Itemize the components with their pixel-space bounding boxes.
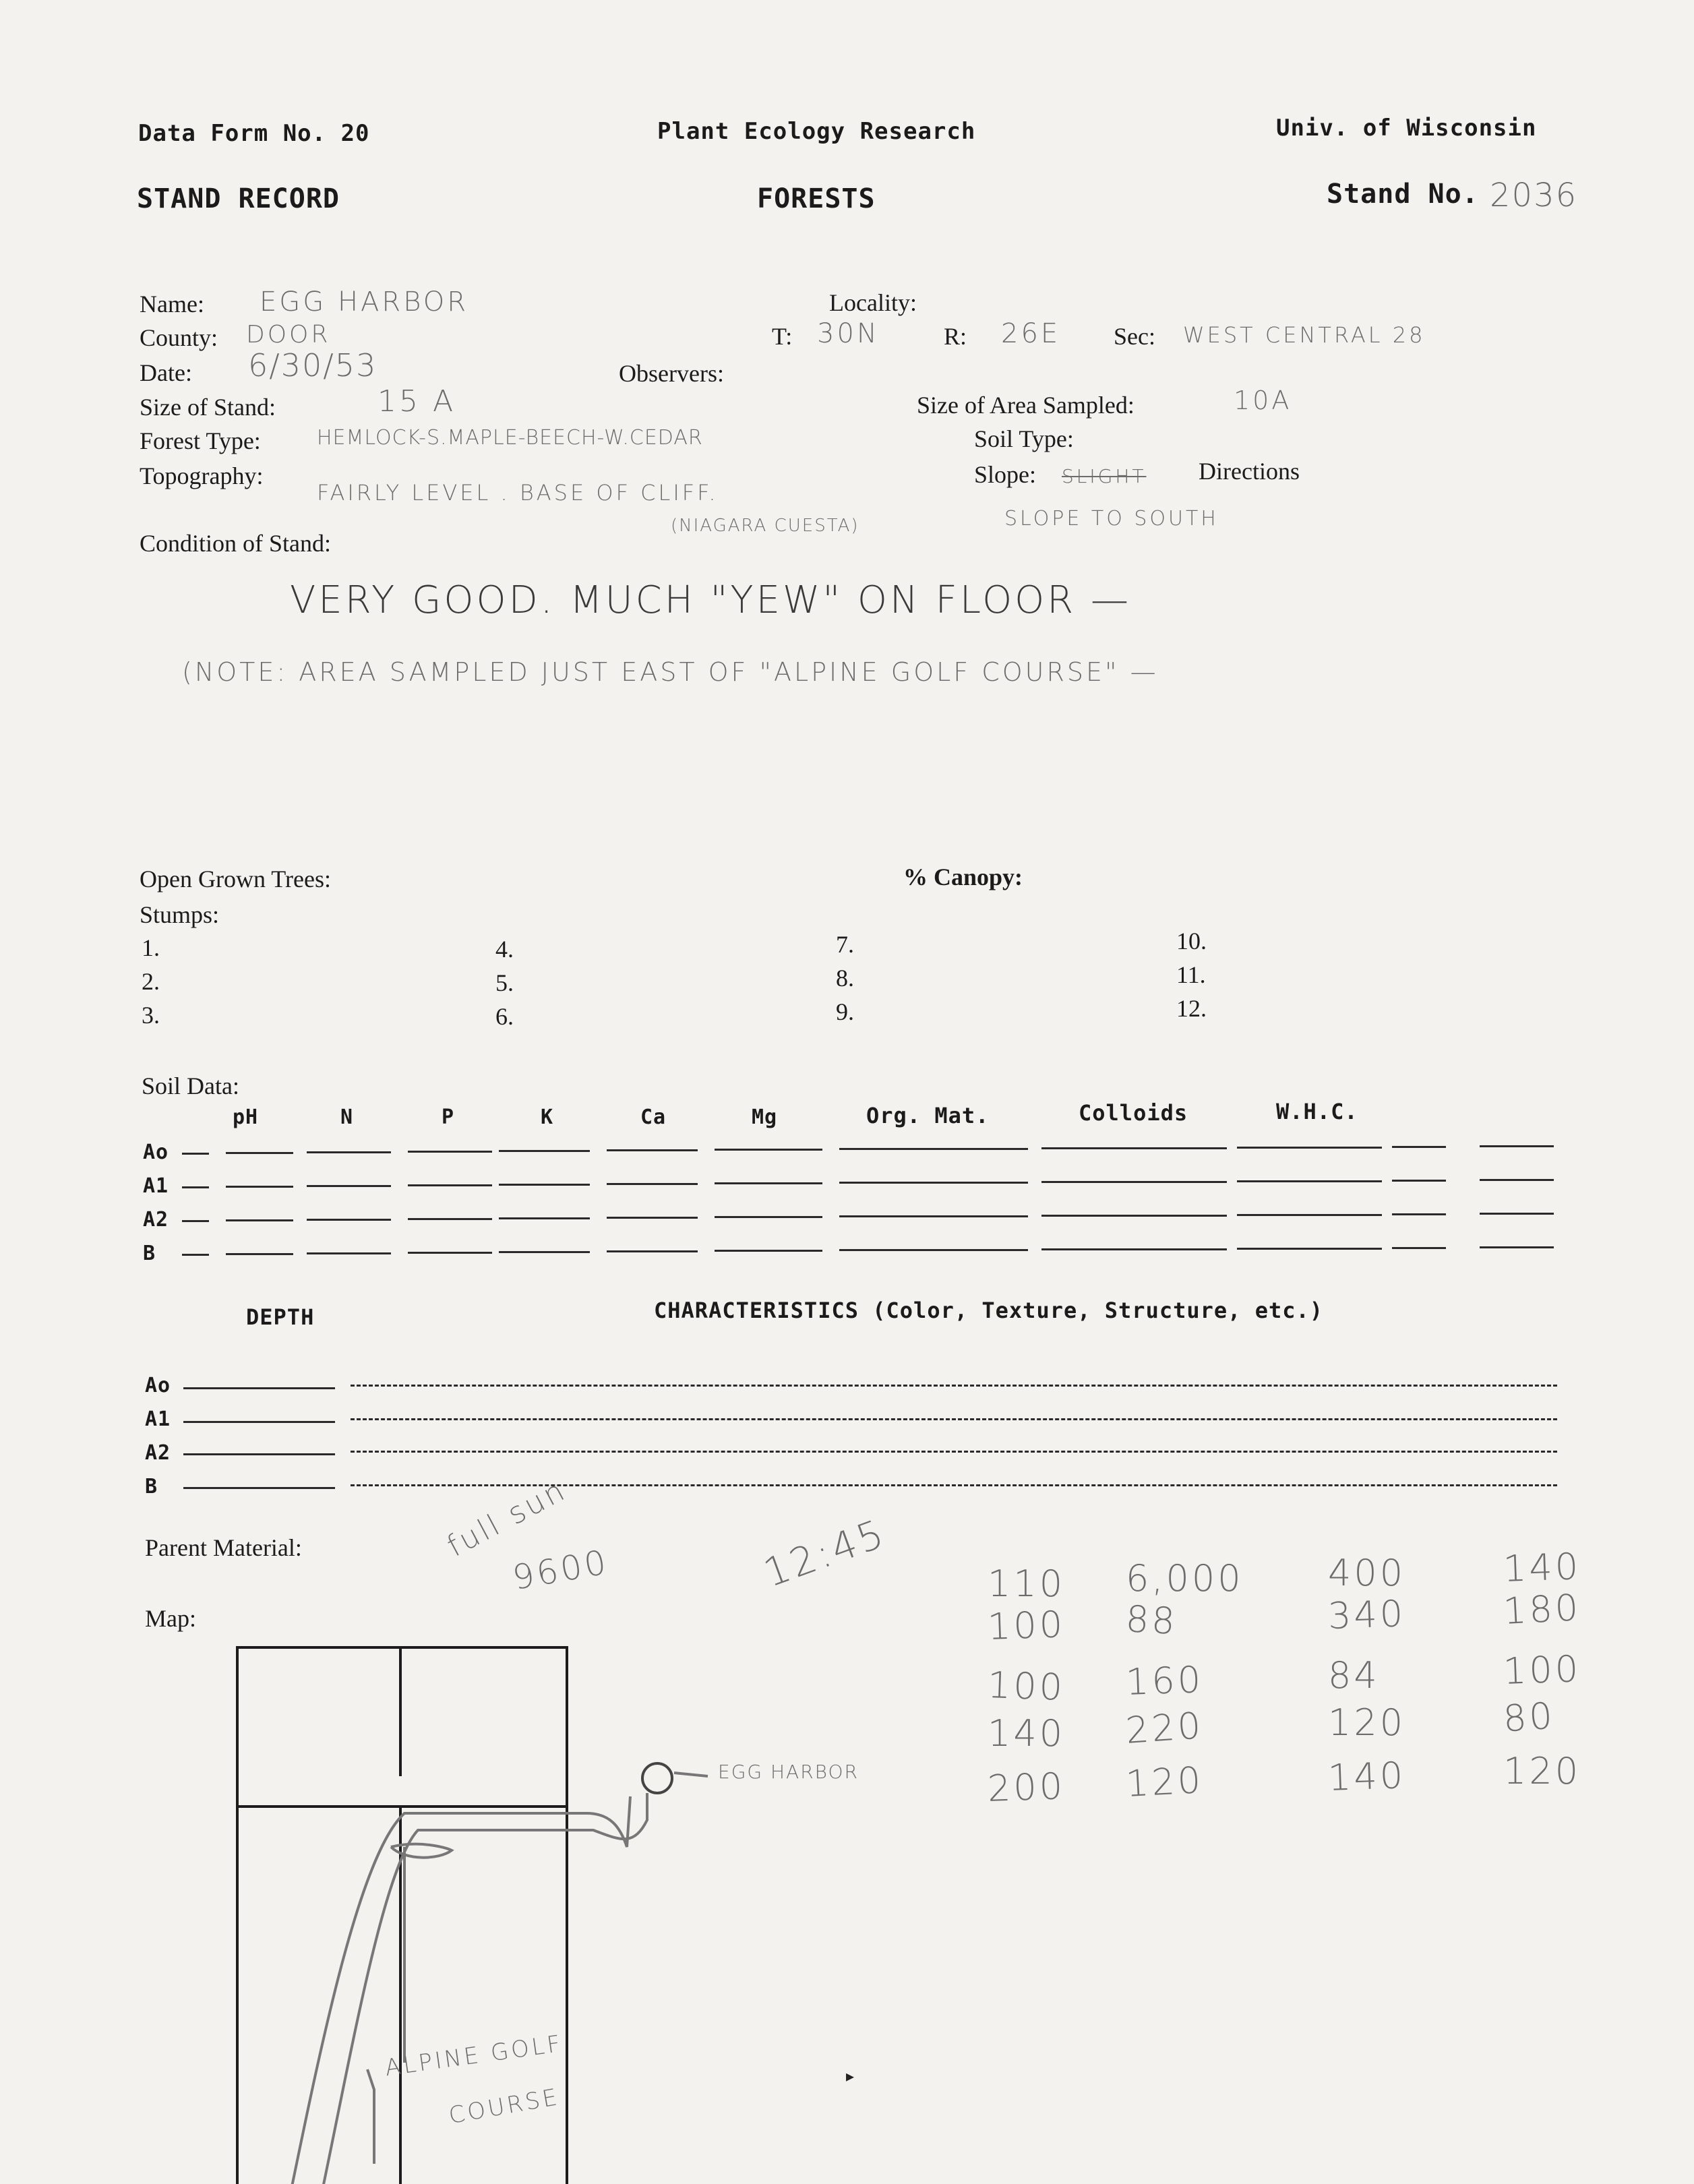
full-sun-value: 9600 xyxy=(510,1542,612,1598)
slope-note: SLOPE TO SOUTH xyxy=(1004,507,1219,530)
grid-number: 400 xyxy=(1328,1552,1406,1594)
map-label: Map: xyxy=(145,1605,196,1632)
grid-number: 110 xyxy=(988,1563,1066,1605)
stump-4: 4. xyxy=(495,936,514,963)
range-label: R: xyxy=(944,323,967,350)
township-value: 30N xyxy=(817,318,880,349)
name-value: EGG HARBOR xyxy=(260,286,468,317)
grid-number: 84 xyxy=(1328,1654,1380,1697)
date-label: Date: xyxy=(140,359,192,386)
grid-number: 180 xyxy=(1502,1586,1582,1633)
forest-type-label: Forest Type: xyxy=(140,427,261,454)
section-value: WEST CENTRAL 28 xyxy=(1183,322,1426,348)
township-label: T: xyxy=(772,323,793,350)
col-ph: pH xyxy=(233,1105,259,1129)
topography-sub: (NIAGARA CUESTA) xyxy=(671,516,859,536)
grid-number: 100 xyxy=(986,1664,1066,1709)
depth-row-a1: A1 xyxy=(145,1407,171,1431)
small-tick-mark: ▸ xyxy=(846,2067,855,2086)
open-grown-trees-label: Open Grown Trees: xyxy=(140,866,331,892)
form-number: Data Form No. 20 xyxy=(138,120,370,147)
section-label: Sec: xyxy=(1114,323,1155,350)
col-mg: Mg xyxy=(752,1105,778,1129)
col-p: P xyxy=(442,1105,455,1129)
stump-11: 11. xyxy=(1176,961,1206,988)
depth-row-a2: A2 xyxy=(145,1441,171,1465)
stump-12: 12. xyxy=(1176,995,1207,1022)
depth-row-b: B xyxy=(145,1475,158,1498)
map-label-alpine-golf: ALPINE GOLF xyxy=(383,2030,565,2082)
stumps-label: Stumps: xyxy=(140,901,220,928)
observers-label: Observers: xyxy=(619,360,724,387)
locality-label: Locality: xyxy=(829,289,917,316)
soil-row-b: B xyxy=(143,1242,156,1265)
col-colloids: Colloids xyxy=(1079,1100,1188,1126)
canopy-label: % Canopy: xyxy=(903,863,1023,890)
area-sampled-label: Size of Area Sampled: xyxy=(917,392,1135,419)
col-k: K xyxy=(541,1105,554,1129)
stump-2: 2. xyxy=(142,968,160,995)
characteristics-label: CHARACTERISTICS (Color, Texture, Structure, etc.) xyxy=(654,1298,1324,1323)
grid-number: 140 xyxy=(988,1712,1066,1755)
name-label: Name: xyxy=(140,291,204,317)
grid-number: 88 xyxy=(1124,1598,1179,1643)
grid-number: 140 xyxy=(1327,1754,1407,1799)
soil-row-a2: A2 xyxy=(143,1208,169,1232)
slope-value: SLIGHT xyxy=(1062,465,1147,487)
stump-1: 1. xyxy=(142,934,160,961)
topography-label: Topography: xyxy=(140,462,264,489)
parent-material-label: Parent Material: xyxy=(145,1534,302,1561)
size-of-stand-label: Size of Stand: xyxy=(140,394,276,421)
soil-type-label: Soil Type: xyxy=(974,425,1074,452)
date-value: 6/30/53 xyxy=(248,347,377,384)
grid-number: 120 xyxy=(1503,1750,1581,1792)
map-label-egg-harbor: EGG HARBOR xyxy=(718,1761,859,1783)
topography-value: FAIRLY LEVEL . BASE OF CLIFF. xyxy=(317,480,719,506)
size-of-stand-value: 15 A xyxy=(377,384,456,419)
grid-number: 120 xyxy=(1124,1759,1205,1805)
university-title: Univ. of Wisconsin xyxy=(1276,115,1537,142)
department-title: Plant Ecology Research xyxy=(657,118,976,145)
grid-number: 80 xyxy=(1501,1694,1556,1740)
depth-row-ao: Ao xyxy=(145,1374,171,1397)
grid-number: 340 xyxy=(1327,1592,1407,1637)
grid-number: 120 xyxy=(1328,1701,1406,1744)
grid-number: 200 xyxy=(986,1765,1066,1810)
forest-type-value: HEMLOCK-S.MAPLE-BEECH-W.CEDAR xyxy=(317,426,703,450)
directions-label: Directions xyxy=(1199,458,1300,485)
stump-7: 7. xyxy=(836,931,854,958)
soil-row-a1: A1 xyxy=(143,1174,169,1198)
grid-number: 100 xyxy=(986,1603,1066,1648)
grid-number: 6,000 xyxy=(1126,1557,1244,1600)
range-value: 26E xyxy=(1001,318,1061,349)
grid-number: 220 xyxy=(1124,1704,1205,1752)
grid-number: 160 xyxy=(1124,1658,1205,1703)
soil-data-label: Soil Data: xyxy=(142,1072,239,1099)
map-label-course: COURSE xyxy=(446,2083,562,2130)
stand-number-value: 2036 xyxy=(1490,177,1578,214)
col-ca: Ca xyxy=(640,1105,667,1129)
county-value: DOOR xyxy=(246,321,331,348)
stump-3: 3. xyxy=(142,1002,160,1029)
stump-5: 5. xyxy=(495,969,514,996)
col-n: N xyxy=(340,1105,354,1129)
county-label: County: xyxy=(140,324,218,351)
stump-10: 10. xyxy=(1176,928,1207,954)
condition-note-2: (NOTE: AREA SAMPLED JUST EAST OF "ALPINE GOLF COURSE" — xyxy=(182,657,1159,687)
category-title: FORESTS xyxy=(757,183,876,214)
soil-row-ao: Ao xyxy=(143,1141,169,1164)
grid-number: 140 xyxy=(1502,1545,1582,1590)
stump-8: 8. xyxy=(836,965,854,992)
area-sampled-value: 10A xyxy=(1234,386,1292,415)
condition-note-1: VERY GOOD. MUCH "YEW" ON FLOOR — xyxy=(290,578,1131,622)
col-whc: W.H.C. xyxy=(1276,1099,1358,1124)
time-note: 12:45 xyxy=(758,1510,893,1596)
condition-label: Condition of Stand: xyxy=(140,530,332,557)
record-type: STAND RECORD xyxy=(137,183,340,214)
grid-number: 100 xyxy=(1502,1647,1582,1693)
full-sun-note: full sun xyxy=(442,1472,572,1565)
slope-label: Slope: xyxy=(974,461,1037,488)
stump-6: 6. xyxy=(495,1003,514,1030)
col-org-mat: Org. Mat. xyxy=(866,1103,990,1128)
depth-label: DEPTH xyxy=(246,1304,315,1330)
stump-9: 9. xyxy=(836,998,854,1025)
stand-number-label: Stand No. xyxy=(1327,179,1479,210)
